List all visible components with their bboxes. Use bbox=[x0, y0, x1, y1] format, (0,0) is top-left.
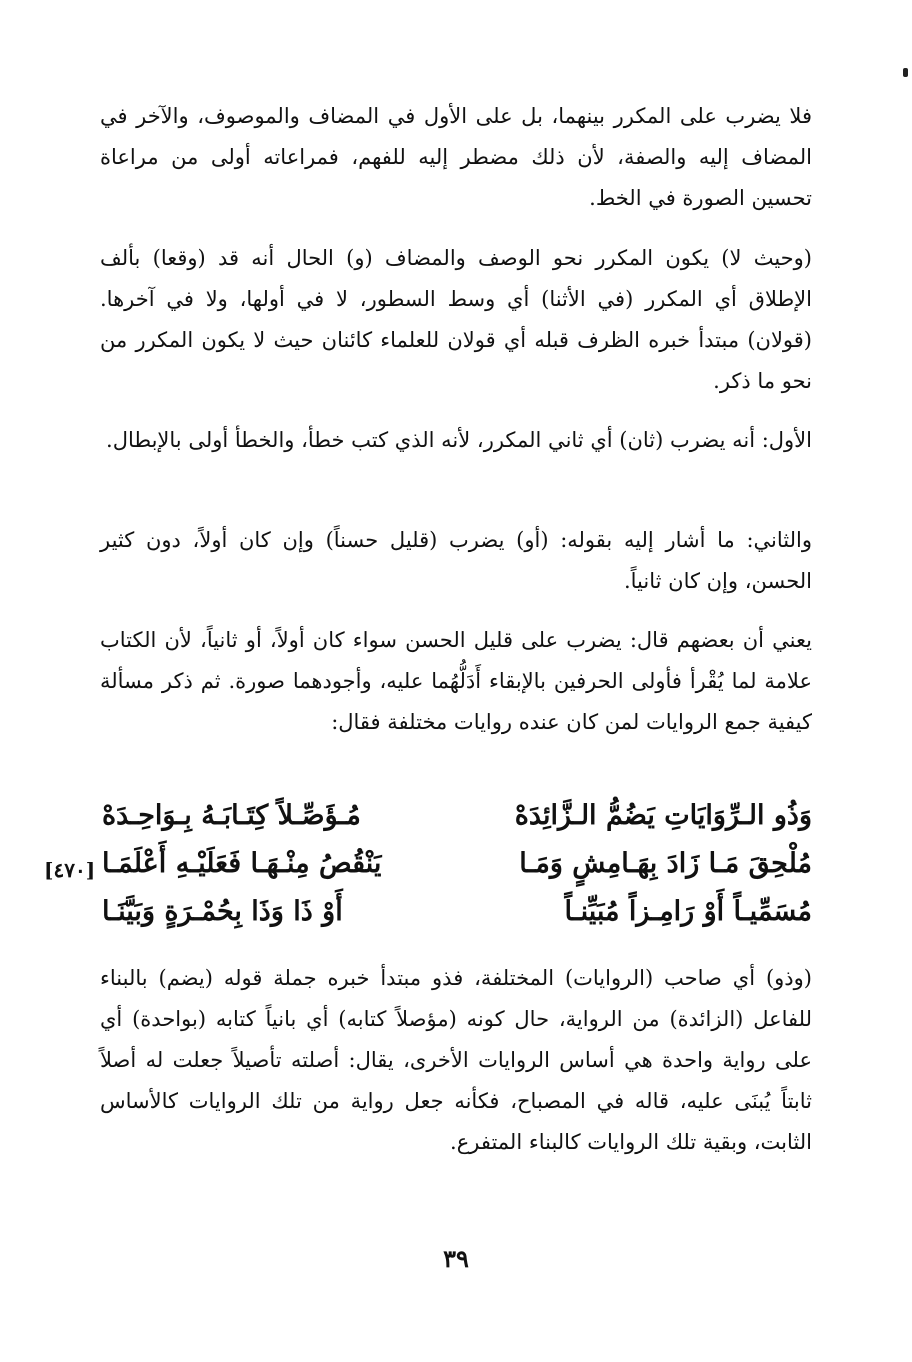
verse-1-second-hemistich: مُـؤَصِّـلاً كِتَـابَـهُ بِـوَاحِـدَهْ bbox=[102, 800, 361, 831]
verse-line-1 bbox=[100, 800, 812, 844]
verse-number: [٤٧٠] bbox=[44, 858, 96, 882]
verse-line-2 bbox=[100, 848, 812, 892]
margin-mark bbox=[903, 68, 908, 77]
verse-2-first-hemistich: مُلْحِقَ مَـا زَادَ بِهَـامِشٍ وَمَـا bbox=[519, 848, 812, 879]
verse-1-first-hemistich: وَذُو الـرِّوَايَاتِ يَضُمُّ الـزَّائِدَهْ bbox=[514, 800, 812, 831]
page-number: ٣٩ bbox=[443, 1244, 469, 1273]
paragraph-4: والثاني: ما أشار إليه بقوله: (أو) يضرب (قليل حسناً) وإن كان أولاً، دون كثير الحسن، وإن كان ثانياً. bbox=[100, 528, 812, 593]
paragraph-6: (وذو) أي صاحب (الروايات) المختلفة، فذو مبتدأ خبره جملة قوله (يضم) بالبناء للفاعل (الزائدة) من الرواية، حال كونه (مؤصلاً كتابه) أي بانياً كتابه (بواحدة) أي على رواية واحدة هي أساس الروايات الأخرى، يقال: أصلته تأصيلاً جعلت له أصلاً ثابتاً يُبنَى عليه، قاله في المصباح، فكأنه جعل رواية من تلك الروايات كالأساس الثابت، وبقية تلك الروايات كالبناء المتفرع. bbox=[100, 966, 812, 1154]
paragraph-3: الأول: أنه يضرب (ثان) أي ثاني المكرر، لأنه الذي كتب خطأ، والخطأ أولى بالإبطال. bbox=[106, 428, 812, 452]
verse-2-second-hemistich: يَنْقُصُ مِنْـهَـا فَعَلَيْـهِ أَعْلَمَـا bbox=[102, 848, 382, 879]
verse-3-first-hemistich: مُسَمِّيـاً أَوْ رَامِـزاً مُبَيِّنـاً bbox=[564, 896, 812, 927]
paragraph-1: فلا يضرب على المكرر بينهما، بل على الأول في المضاف والموصوف، والآخر في المضاف إليه والصفة، لأن ذلك مضطر إليه للفهم، فمراعاته أولى من مراعاة تحسين الصورة في الخط. bbox=[100, 104, 812, 210]
verse-3-second-hemistich: أَوْ ذَا وَذَا بِحُمْـرَةٍ وَبَيَّنَـا bbox=[102, 896, 343, 927]
verse-line-3 bbox=[100, 896, 812, 940]
paragraph-2: (وحيث لا) يكون المكرر نحو الوصف والمضاف (و) الحال أنه قد (وقعا) بألف الإطلاق أي المكرر (في الأثنا) أي وسط السطور، لا في أولها، ولا في آخرها. (قولان) مبتدأ خبره الظرف قبله أي قولان للعلماء كائنان حيث لا يكون المكرر من نحو ما ذكر. bbox=[100, 246, 812, 393]
paragraph-5: يعني أن بعضهم قال: يضرب على قليل الحسن سواء كان أولاً، أو ثانياً، لأن الكتاب علامة لما يُقْرأ فأولى الحرفين بالإبقاء أَدَلُّهُما عليه، وأجودهما صورة. ثم ذكر مسألة كيفية جمع الروايات لمن كان عنده روايات مختلفة فقال: bbox=[100, 628, 812, 734]
